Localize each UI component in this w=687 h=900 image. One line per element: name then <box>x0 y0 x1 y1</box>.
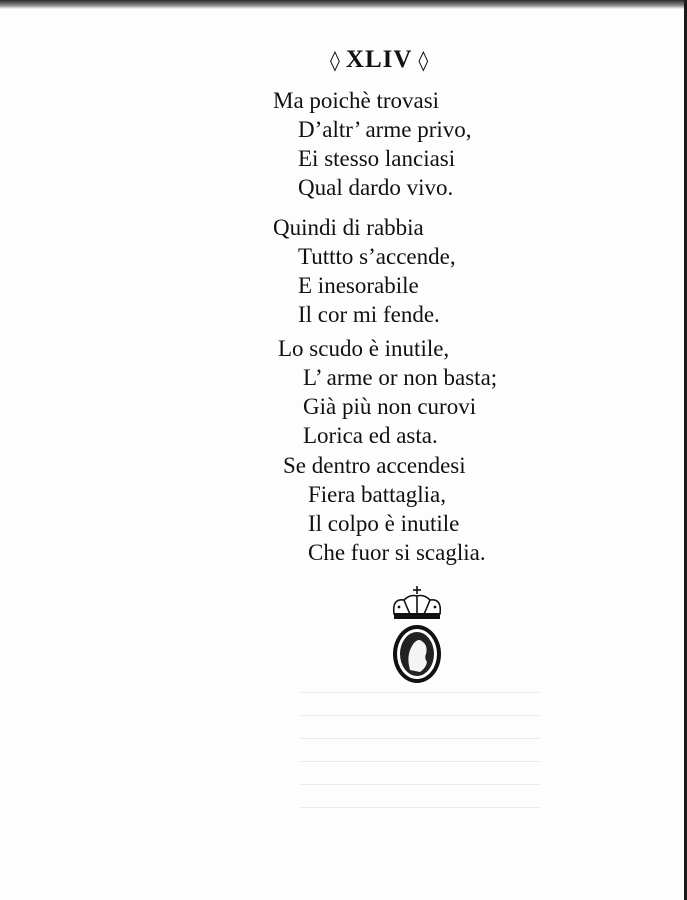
verse-line: Lorica ed asta. <box>303 423 438 448</box>
verse-line: Qual dardo vivo. <box>298 175 454 200</box>
ornament-right-icon: ◊ <box>418 48 429 72</box>
page-header <box>330 46 480 74</box>
crown-and-cameo-icon <box>386 584 448 690</box>
stanza-4 <box>283 451 486 567</box>
verse-line: Il cor mi fende. <box>298 302 440 327</box>
verse-line: Quindi di rabbia <box>273 215 424 240</box>
verse-line: Tuttto s’accende, <box>298 244 456 269</box>
verse-line: Ei stesso lanciasi <box>298 146 456 171</box>
verse-line: Ma poichè trovasi <box>273 88 440 113</box>
verse-line: Già più non curovi <box>303 394 477 419</box>
verse-line: Se dentro accendesi <box>283 453 466 478</box>
verse-line: E inesorabile <box>298 273 419 298</box>
stanza-2 <box>273 213 456 329</box>
verse-line: Il colpo è inutile <box>308 511 460 536</box>
verse-line: Fiera battaglia, <box>308 482 446 507</box>
verse-line: L’ arme or non basta; <box>303 365 498 390</box>
verse-line: D’altr’ arme privo, <box>298 117 472 142</box>
verse-line: Che fuor si scaglia. <box>308 540 486 565</box>
page-number: XLIV <box>345 46 413 73</box>
stanza-3 <box>278 334 497 450</box>
page-top-edge <box>0 0 687 9</box>
show-through-text <box>300 690 540 830</box>
stanza-1 <box>273 86 472 202</box>
ornament-left-icon: ◊ <box>330 48 340 72</box>
verse-line: Lo scudo è inutile, <box>278 336 450 361</box>
